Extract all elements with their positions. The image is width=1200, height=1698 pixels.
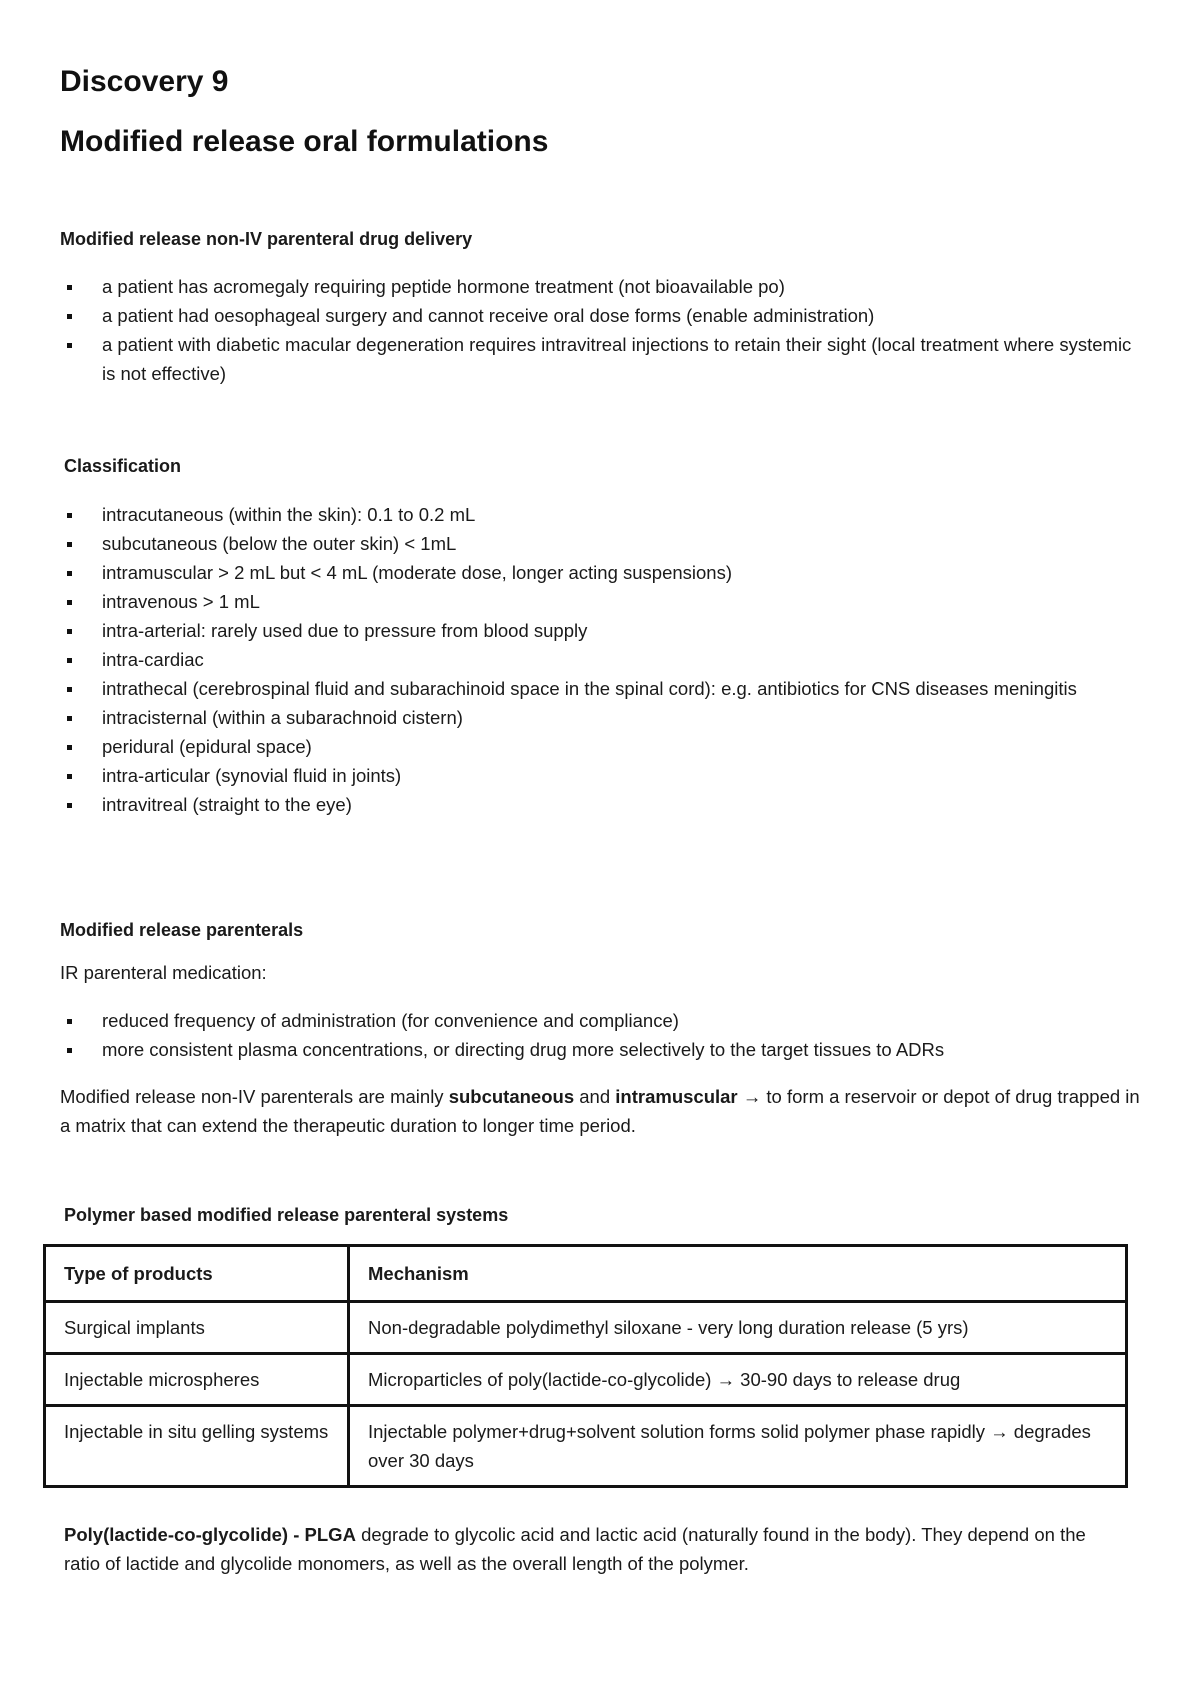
product-type-cell: Surgical implants (45, 1302, 349, 1354)
list-item: intravitreal (straight to the eye) (60, 790, 1140, 819)
document-title: Discovery 9 (60, 65, 229, 98)
mr-parenterals-bullet-list (60, 1006, 1140, 1064)
column-header-type: Type of products (45, 1246, 349, 1302)
mechanism-cell: Injectable polymer+drug+solvent solution forms solid polymer phase rapidly → degrades over 30 days (349, 1406, 1127, 1487)
product-type-cell: Injectable in situ gelling systems (45, 1406, 349, 1487)
list-item: intramuscular > 2 mL but < 4 mL (moderate dose, longer acting suspensions) (60, 558, 1140, 587)
classification-list (60, 500, 1140, 819)
list-item: subcutaneous (below the outer skin) < 1mL (60, 529, 1140, 558)
list-item: intracutaneous (within the skin): 0.1 to 0.2 mL (60, 500, 1140, 529)
table-header-row (45, 1246, 1127, 1302)
arrow-icon: → (742, 1086, 762, 1107)
table-row (45, 1302, 1127, 1354)
mr-parenterals-paragraph: Modified release non-IV parenterals are mainly subcutaneous and intramuscular → to form a reservoir or depot of drug trapped in a matrix that can extend the therapeutic duration to longer time period. (60, 1086, 1140, 1136)
list-item: more consistent plasma concentrations, or directing drug more selectively to the target tissues to ADRs (60, 1035, 1140, 1064)
list-item: intra-arterial: rarely used due to pressure from blood supply (60, 616, 1140, 645)
section-heading-nonIV: Modified release non-IV parenteral drug delivery (60, 229, 473, 249)
mechanism-cell: Microparticles of poly(lactide-co-glycolide) → 30-90 days to release drug (349, 1354, 1127, 1406)
list-item: a patient has acromegaly requiring peptide hormone treatment (not bioavailable po) (60, 272, 1140, 301)
list-item: intrathecal (cerebrospinal fluid and subarachinoid space in the spinal cord): e.g. antibiotics for CNS diseases meningitis (60, 674, 1140, 703)
product-type-cell: Injectable microspheres (45, 1354, 349, 1406)
nonIV-bullet-list (60, 272, 1140, 388)
polymer-systems-table (43, 1244, 1128, 1488)
list-item: a patient had oesophageal surgery and cannot receive oral dose forms (enable administration) (60, 301, 1140, 330)
ir-label: IR parenteral medication: (60, 962, 267, 983)
list-item: intracisternal (within a subarachnoid cistern) (60, 703, 1140, 732)
section-heading-mr-parenterals: Modified release parenterals (60, 920, 304, 940)
document-subtitle: Modified release oral formulations (60, 125, 549, 158)
list-item: intra-articular (synovial fluid in joints) (60, 761, 1140, 790)
arrow-icon: → (990, 1421, 1009, 1442)
column-header-mechanism: Mechanism (349, 1246, 1127, 1302)
table-row (45, 1354, 1127, 1406)
section-heading-classification: Classification (64, 456, 182, 476)
table-row (45, 1406, 1127, 1487)
list-item: intravenous > 1 mL (60, 587, 1140, 616)
list-item: intra-cardiac (60, 645, 1140, 674)
list-item: a patient with diabetic macular degeneration requires intravitreal injections to retain their sight (local treatment where systemic is not effective) (60, 330, 1140, 388)
section-heading-polymer: Polymer based modified release parenteral systems (64, 1205, 509, 1225)
plga-paragraph: Poly(lactide-co-glycolide) - PLGA degrade to glycolic acid and lactic acid (naturally found in the body). They depend on the ratio of lactide and glycolide monomers, as well as the overall length of the polymer. (64, 1524, 1086, 1574)
list-item: reduced frequency of administration (for convenience and compliance) (60, 1006, 1140, 1035)
list-item: peridural (epidural space) (60, 732, 1140, 761)
arrow-icon: → (716, 1369, 736, 1390)
mechanism-cell: Non-degradable polydimethyl siloxane - very long duration release (5 yrs) (349, 1302, 1127, 1354)
